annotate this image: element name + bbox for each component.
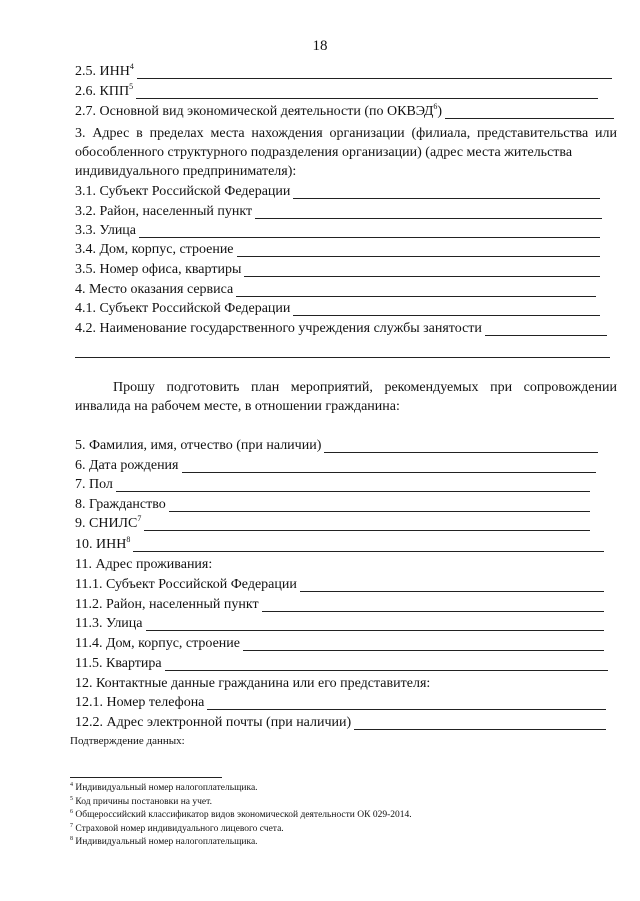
field-blank[interactable] xyxy=(293,185,600,199)
okved-blank[interactable] xyxy=(445,105,614,119)
field-blank[interactable] xyxy=(165,657,608,671)
contacts-heading-text: 12. Контактные данные гражданина или его представителя: xyxy=(75,676,431,691)
inn-org-field[interactable] xyxy=(75,64,612,80)
inn-org-blank[interactable] xyxy=(137,65,612,79)
footnote-separator xyxy=(70,777,222,778)
email-field[interactable] xyxy=(75,715,606,731)
org-region-field[interactable] xyxy=(75,184,600,200)
field-blank[interactable] xyxy=(116,478,590,492)
field-blank[interactable] xyxy=(237,243,600,257)
address-org-last-line: индивидуального предпринимателя): xyxy=(75,164,297,179)
employment-service-field[interactable] xyxy=(75,321,607,337)
okved-label: 2.7. Основной вид экономической деятельности (по ОКВЭД$^6$) xyxy=(75,102,443,119)
field-label: 11.1. Субъект Российской Федерации xyxy=(75,577,297,592)
citizen-snils-field[interactable] xyxy=(75,516,590,532)
footnote-5: $^5$ Код причины постановки на учет. xyxy=(70,795,212,807)
service-region-field[interactable] xyxy=(75,301,600,317)
phone-field[interactable] xyxy=(75,695,606,711)
snils-label: 9. СНИЛС$^7$ xyxy=(75,514,142,531)
residence-house-field[interactable] xyxy=(75,636,604,652)
citizen-fullname-field[interactable] xyxy=(75,438,598,454)
confirmation-label: Подтверждение данных: xyxy=(70,735,185,747)
residence-heading xyxy=(75,557,610,573)
footnote-4: $^4$ Индивидуальный номер налогоплательщика. xyxy=(70,782,258,793)
field-blank[interactable] xyxy=(243,637,604,651)
field-label: 12.1. Номер телефона xyxy=(75,695,205,710)
employment-service-continuation-line[interactable] xyxy=(75,357,610,358)
residence-heading-text: 11. Адрес проживания: xyxy=(75,557,213,572)
citizen-birthdate-field[interactable] xyxy=(75,458,596,474)
field-blank[interactable] xyxy=(169,498,590,512)
org-office-field[interactable] xyxy=(75,262,600,278)
inn-org-label: 2.5. ИНН$^4$ xyxy=(75,62,134,79)
citizen-inn-field[interactable] xyxy=(75,537,604,553)
field-label: 3.3. Улица xyxy=(75,223,137,238)
residence-region-field[interactable] xyxy=(75,577,604,593)
field-label: 3.1. Субъект Российской Федерации xyxy=(75,184,291,199)
address-org-paragraph: 3. Адрес в пределах места нахождения организации (филиала, представительства или обособленного структурного подразделения организации) (адрес места жительства индивидуального предпринимателя): xyxy=(75,126,617,179)
field-blank[interactable] xyxy=(262,598,604,612)
field-label: 6. Дата рождения xyxy=(75,458,179,473)
field-blank[interactable] xyxy=(139,224,600,238)
okved-field[interactable] xyxy=(75,104,614,120)
field-blank[interactable] xyxy=(485,322,607,336)
kpp-blank[interactable] xyxy=(136,85,598,99)
field-label: 4.1. Субъект Российской Федерации xyxy=(75,301,291,316)
field-blank[interactable] xyxy=(207,696,606,710)
field-label: 8. Гражданство xyxy=(75,497,166,512)
field-label: 3.2. Район, населенный пункт xyxy=(75,204,253,219)
field-label: 3.5. Номер офиса, квартиры xyxy=(75,262,242,277)
field-label: 3.4. Дом, корпус, строение xyxy=(75,242,234,257)
field-label: 11.5. Квартира xyxy=(75,656,162,671)
citizen-sex-field[interactable] xyxy=(75,477,590,493)
footnote-6: $^6$ Общероссийский классификатор видов экономической деятельности ОК 029-2014. xyxy=(70,809,412,821)
field-label: 11.4. Дом, корпус, строение xyxy=(75,636,241,651)
kpp-label: 2.6. КПП$^5$ xyxy=(75,82,134,99)
kpp-field[interactable] xyxy=(75,84,598,100)
field-label: 11.3. Улица xyxy=(75,616,143,631)
field-label: 5. Фамилия, имя, отчество (при наличии) xyxy=(75,438,322,453)
page-number: 18 xyxy=(312,38,328,54)
field-blank[interactable] xyxy=(182,459,597,473)
field-label: 4.2. Наименование государственного учреждения службы занятости xyxy=(75,321,482,336)
field-label: 11.2. Район, населенный пункт xyxy=(75,597,259,612)
request-paragraph: Прошу подготовить план мероприятий, рекомендуемых при сопровождении инвалида на рабочем месте, в отношении гражданина: xyxy=(75,380,617,414)
org-street-field[interactable] xyxy=(75,223,600,239)
contacts-heading xyxy=(75,676,610,692)
field-blank[interactable] xyxy=(244,263,600,277)
field-blank[interactable] xyxy=(144,517,590,531)
field-label: 12.2. Адрес электронной почты (при наличии) xyxy=(75,715,352,730)
org-district-field[interactable] xyxy=(75,204,602,220)
field-blank[interactable] xyxy=(133,538,604,552)
footnotes xyxy=(70,782,412,850)
field-blank[interactable] xyxy=(300,578,604,592)
footnote-7: $^7$ Страховой номер индивидуального лицевого счета. xyxy=(70,822,284,834)
residence-district-field[interactable] xyxy=(75,597,604,613)
residence-apartment-field[interactable] xyxy=(75,656,608,672)
field-label: 4. Место оказания сервиса xyxy=(75,282,234,297)
field-blank[interactable] xyxy=(146,617,605,631)
field-blank[interactable] xyxy=(255,205,602,219)
field-blank[interactable] xyxy=(236,283,596,297)
citizen-inn-label: 10. ИНН$^8$ xyxy=(75,535,131,552)
field-label: 7. Пол xyxy=(75,477,113,492)
service-place-field[interactable] xyxy=(75,282,596,298)
org-house-field[interactable] xyxy=(75,242,600,258)
residence-street-field[interactable] xyxy=(75,616,604,632)
field-blank[interactable] xyxy=(293,302,600,316)
citizen-citizenship-field[interactable] xyxy=(75,497,590,513)
field-blank[interactable] xyxy=(354,716,606,730)
footnote-8: $^8$ Индивидуальный номер налогоплательщика. xyxy=(70,836,258,848)
field-blank[interactable] xyxy=(324,439,598,453)
